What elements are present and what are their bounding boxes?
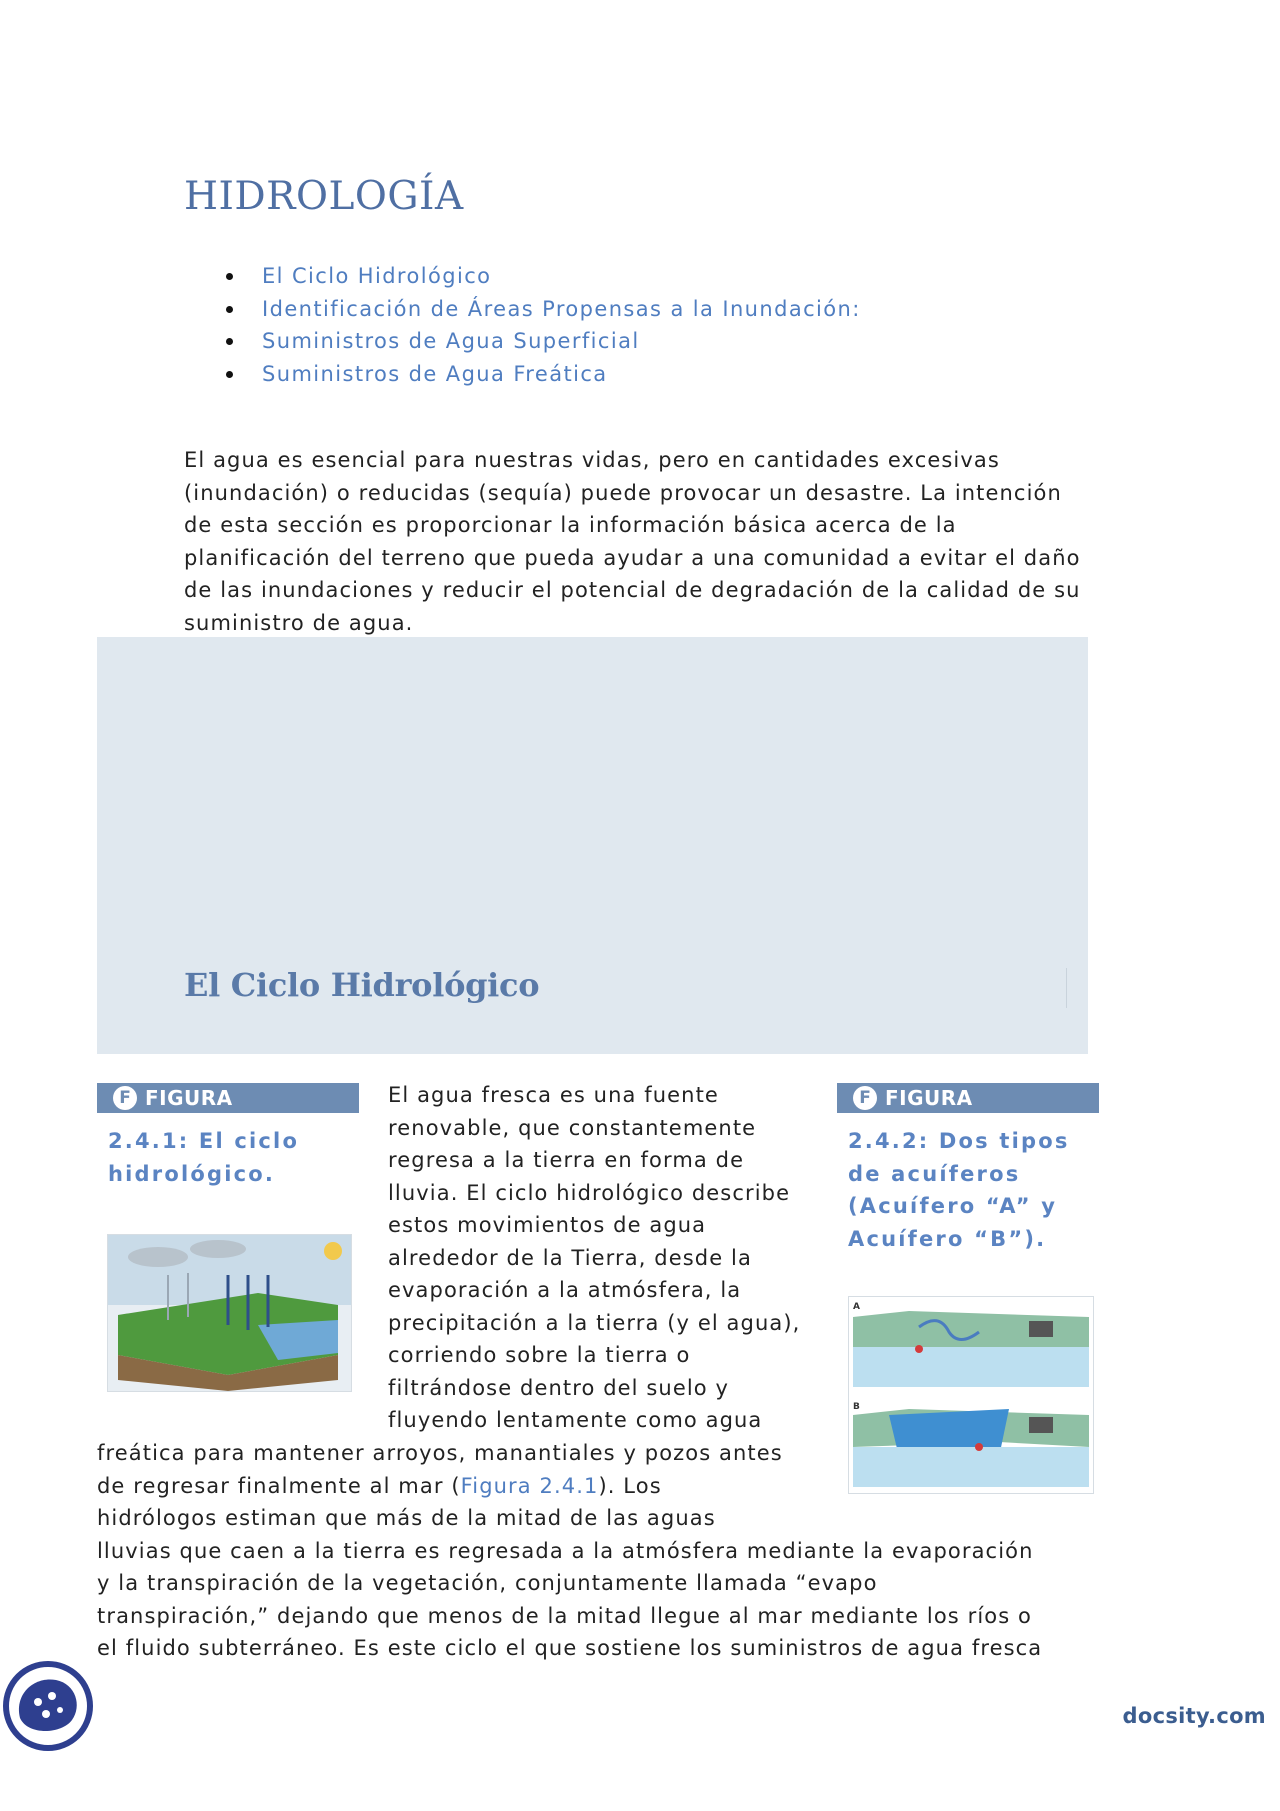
docsity-logo-icon[interactable] [0, 1658, 96, 1754]
section-title: El Ciclo Hidrológico [184, 966, 540, 1004]
figure-icon: F [853, 1086, 877, 1110]
banner-divider [1066, 968, 1067, 1008]
figure-icon: F [113, 1086, 137, 1110]
body-line: evaporación a la atmósfera, la [388, 1278, 742, 1302]
panel-label-a: A [853, 1302, 860, 1312]
caption-line: de acuíferos [848, 1161, 1021, 1186]
docsity-brand-link[interactable]: docsity.com [1122, 1704, 1266, 1728]
body-wide [97, 1437, 1042, 1665]
body-line [97, 1470, 1042, 1503]
hydrologic-cycle-illustration [108, 1235, 351, 1391]
bullet-icon [226, 306, 233, 313]
body-line: corriendo sobre la tierra o [388, 1343, 691, 1367]
page-title: HIDROLOGÍA [184, 174, 464, 219]
caption-line: 2.4.2: Dos tipos [848, 1129, 1070, 1153]
caption-line: 2.4.1: El ciclo [108, 1129, 300, 1153]
figure-1-caption [108, 1125, 299, 1190]
bullet-icon [226, 338, 233, 345]
body-line: estos movimientos de agua [388, 1213, 707, 1237]
toc-link-areas-inundacion[interactable]: Identificación de Áreas Propensas a la Inundación: [262, 296, 861, 321]
body-line: alrededor de la Tierra, desde la [388, 1245, 752, 1270]
caption-line: (Acuífero “A” y [848, 1194, 1058, 1218]
figure-2-caption [848, 1125, 1070, 1255]
body-line: renovable, que constantemente [388, 1115, 757, 1140]
toc-list [222, 260, 861, 390]
toc-item[interactable] [222, 325, 861, 358]
body-line: transpiración,” dejando que menos de la mitad llegue al mar mediante los ríos o [97, 1603, 1032, 1628]
bullet-icon [226, 273, 233, 280]
toc-item[interactable] [222, 358, 861, 391]
body-column [388, 1079, 800, 1437]
figure-badge [837, 1083, 1099, 1113]
body-text-fragment: ). Los [598, 1473, 662, 1498]
body-line: lluvia. El ciclo hidrológico describe [388, 1180, 791, 1205]
toc-link-agua-superficial[interactable]: Suministros de Agua Superficial [262, 329, 640, 353]
figure-badge-label: FIGURA [885, 1086, 973, 1110]
caption-line: Acuífero “B”). [848, 1226, 1047, 1251]
panel-label-b: B [853, 1402, 860, 1412]
figure-badge-label: FIGURA [145, 1086, 233, 1110]
body-line: fluyendo lentamente como agua [388, 1408, 763, 1432]
toc-item[interactable] [222, 260, 861, 293]
figure-badge [97, 1083, 359, 1113]
intro-paragraph: El agua es esencial para nuestras vidas, pero en cantidades excesivas (inundación) o reducidas (sequía) puede provocar un desastre. La intención de esta sección es proporcionar la información básica acerca de la planificación del terreno que pueda ayudar a una comunidad a evitar el daño de las inundaciones y reducir el potencial de degradación de la calidad de su suministro de agua. [184, 448, 1081, 635]
body-line: lluvias que caen a la tierra es regresada a la atmósfera mediante la evaporación [97, 1538, 1034, 1563]
hydrologic-cycle-figure [107, 1234, 352, 1392]
body-line: filtrándose dentro del suelo y [388, 1375, 730, 1400]
body-line: y la transpiración de la vegetación, conjuntamente llamada “evapo [97, 1571, 878, 1595]
caption-line: hidrológico. [108, 1161, 276, 1186]
body-line: regresa a la tierra en forma de [388, 1148, 745, 1172]
toc-link-ciclo[interactable]: El Ciclo Hidrológico [262, 264, 492, 288]
toc-link-agua-freatica[interactable]: Suministros de Agua Freática [262, 361, 608, 386]
body-text-fragment: de regresar finalmente al mar ( [97, 1473, 461, 1498]
body-line: El agua fresca es una fuente [388, 1083, 719, 1107]
figure-2-4-1-link[interactable]: Figura 2.4.1 [460, 1473, 599, 1498]
body-line: freática para mantener arroyos, manantiales y pozos antes [97, 1441, 783, 1465]
toc-item[interactable] [222, 293, 861, 326]
body-line: hidrólogos estiman que más de la mitad de las aguas [97, 1506, 716, 1530]
bullet-icon [226, 371, 233, 378]
body-line: el fluido subterráneo. Es este ciclo el que sostiene los suministros de agua fresca [97, 1636, 1043, 1660]
body-line: precipitación a la tierra (y el agua), [388, 1310, 801, 1335]
